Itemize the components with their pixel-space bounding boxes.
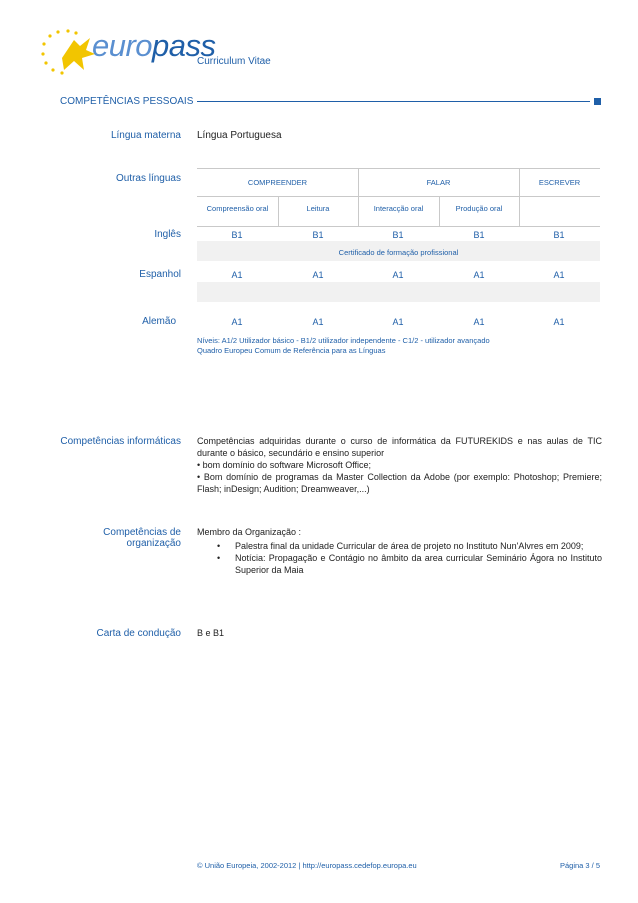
- levels-note: Níveis: A1/2 Utilizador básico - B1/2 utilizador independente - C1/2 - utilizador avançado: [197, 336, 490, 345]
- language-name-english: Inglês: [154, 229, 181, 240]
- header-reading: Leitura: [306, 204, 330, 213]
- europass-wordmark: europass: [92, 28, 216, 63]
- other-languages-label: Outras línguas: [115, 173, 181, 184]
- german-reading: A1: [312, 317, 324, 327]
- spanish-production: A1: [473, 270, 485, 280]
- english-certificate: Certificado de formação profissional: [338, 248, 459, 257]
- document-title: Curriculum Vitae: [197, 56, 271, 67]
- list-item: [197, 540, 602, 552]
- section-title: COMPETÊNCIAS PESSOAIS: [60, 96, 194, 107]
- organisational-skills-item: Palestra final da unidade Curricular de área de projeto no Instituto Nun'Alvres em 2009;: [235, 541, 584, 551]
- spanish-certificate-row: [197, 282, 600, 302]
- german-production: A1: [473, 317, 485, 327]
- header-speak: FALAR: [426, 178, 451, 187]
- header-interaction: Interacção oral: [373, 204, 424, 213]
- driving-licence-label: Carta de condução: [96, 628, 181, 639]
- page-number: Página 3 / 5: [559, 861, 600, 870]
- europass-stars-icon: [40, 28, 100, 78]
- spanish-listening: A1: [231, 270, 243, 280]
- spanish-writing: A1: [553, 270, 565, 280]
- english-reading: B1: [312, 230, 324, 240]
- footer-copyright: © União Europeia, 2002-2012 | http://europass.cedefop.europa.eu: [197, 861, 417, 870]
- list-item: [197, 552, 602, 576]
- bullet-icon: •: [217, 541, 221, 551]
- english-listening: B1: [231, 230, 243, 240]
- mother-tongue-label: Língua materna: [110, 130, 181, 141]
- spanish-reading: A1: [312, 270, 324, 280]
- english-certificate-row: [197, 241, 600, 261]
- language-name-german: Alemão: [142, 316, 176, 327]
- header-write: ESCREVER: [538, 178, 581, 187]
- computer-skills-item: • Bom domínio de programas da Master Collection da Adobe (por exemplo: Photoshop; Premiere; Flash; inDesign; Audition; Dreamweaver,...): [197, 472, 602, 494]
- computer-skills-label: Competências informáticas: [60, 436, 181, 447]
- bullet-icon: •: [217, 553, 221, 563]
- english-writing: B1: [553, 230, 565, 240]
- language-table: [197, 168, 600, 338]
- computer-skills-intro: Competências adquiridas durante o curso de informática da FUTUREKIDS e nas aulas de TIC durante o básico, secundário e ensino superior: [197, 436, 602, 458]
- organisational-skills-label: Competências de organização: [103, 527, 181, 549]
- german-listening: A1: [231, 317, 243, 327]
- computer-skills-content: [197, 435, 602, 495]
- language-name-spanish: Espanhol: [139, 269, 181, 280]
- framework-note: Quadro Europeu Comum de Referência para as Línguas: [197, 346, 386, 355]
- german-interaction: A1: [392, 317, 404, 327]
- header-understand: COMPREENDER: [247, 178, 308, 187]
- german-writing: A1: [553, 317, 565, 327]
- section-divider: [197, 101, 590, 102]
- organisational-skills-intro: Membro da Organização :: [197, 527, 302, 537]
- header-listening: Compreensão oral: [206, 204, 269, 213]
- header-production: Produção oral: [455, 204, 503, 213]
- computer-skills-item: • bom domínio do software Microsoft Office;: [197, 460, 372, 470]
- spanish-interaction: A1: [392, 270, 404, 280]
- organisational-skills-item: Notícia: Propagação e Contágio no âmbito da area curricular Seminário Ágora no Instituto Superior da Maia: [235, 553, 602, 575]
- mother-tongue-value: Língua Portuguesa: [197, 130, 282, 141]
- english-interaction: B1: [392, 230, 404, 240]
- driving-licence-value: B e B1: [197, 628, 225, 638]
- section-marker: [594, 98, 601, 105]
- organisational-skills-content: [197, 526, 602, 576]
- english-production: B1: [473, 230, 485, 240]
